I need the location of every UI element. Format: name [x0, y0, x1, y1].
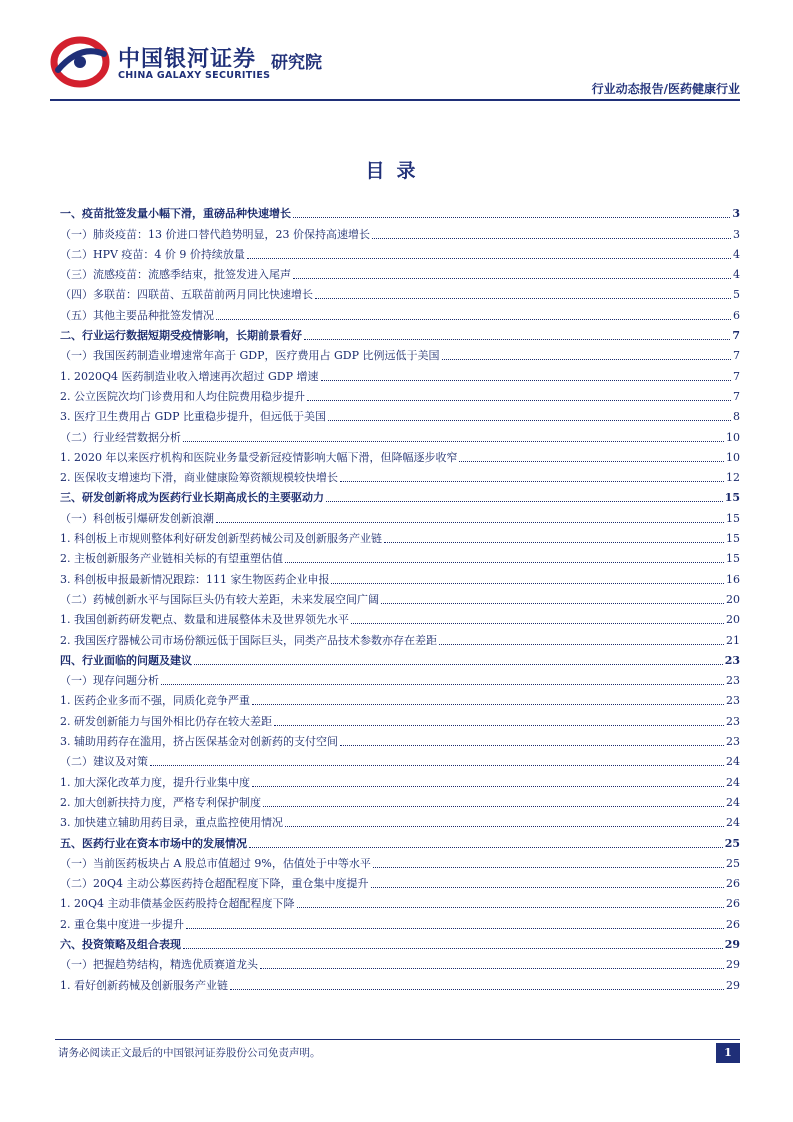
- toc-entry[interactable]: [60, 343, 740, 363]
- toc-entry-page: 24: [726, 775, 740, 789]
- toc-entry-page: 10: [726, 430, 740, 444]
- toc-entry-text: （二）建议及对策: [60, 755, 148, 769]
- toc-entry-page: 21: [726, 633, 740, 647]
- toc-leader-dots: [315, 298, 731, 299]
- toc-entry-text: 2. 公立医院次均门诊费用和人均住院费用稳步提升: [60, 389, 305, 403]
- toc-leader-dots: [442, 359, 731, 360]
- toc-entry-text: （五）其他主要品种批签发情况: [60, 308, 214, 322]
- toc-entry-text: 六、投资策略及组合表现: [60, 937, 181, 951]
- toc-entry-text: 1. 2020 年以来医疗机构和医院业务量受新冠疫情影响大幅下滑，但降幅逐步收窄: [60, 450, 458, 464]
- toc-entry-page: 26: [726, 897, 740, 911]
- toc-entry-page: 15: [724, 491, 740, 505]
- toc-entry-page: 4: [733, 247, 740, 261]
- toc-entry-page: 7: [733, 369, 740, 383]
- toc-entry-text: （一）科创板引爆研发创新浪潮: [60, 511, 214, 525]
- toc-leader-dots: [230, 989, 724, 990]
- footer-divider: [55, 1039, 740, 1040]
- footer-disclaimer: 请务必阅读正文最后的中国银河证券股份公司免责声明。: [58, 1047, 321, 1059]
- report-type: 行业动态报告/医药健康行业: [591, 82, 740, 96]
- toc-leader-dots: [297, 907, 724, 908]
- toc-leader-dots: [351, 623, 724, 624]
- toc-entry-text: 1. 加大深化改革力度，提升行业集中度: [60, 775, 250, 789]
- toc-entry-text: （二）20Q4 主动公募医药持仓超配程度下降，重仓集中度提升: [60, 877, 369, 891]
- toc-entry-text: 2. 主板创新服务产业链相关标的有望重塑估值: [60, 552, 283, 566]
- toc-leader-dots: [384, 542, 724, 543]
- toc-entry-text: （一）现存问题分析: [60, 674, 159, 688]
- toc-leader-dots: [293, 278, 731, 279]
- institute-label: 研究院: [271, 53, 322, 73]
- toc-entry-text: （三）流感疫苗：流感季结束，批签发进入尾声: [60, 268, 291, 282]
- toc-entry-page: 7: [733, 389, 740, 403]
- page-number: 1: [716, 1043, 740, 1063]
- toc-entry-page: 23: [726, 714, 740, 728]
- toc-entry-page: 8: [733, 410, 740, 424]
- toc-leader-dots: [331, 583, 724, 584]
- toc-leader-dots: [373, 867, 724, 868]
- toc-entry-text: 3. 加快建立辅助用药目录，重点监控使用情况: [60, 816, 283, 830]
- toc-entry[interactable]: [60, 648, 740, 668]
- toc-entry-page: 26: [726, 917, 740, 931]
- toc-leader-dots: [340, 745, 724, 746]
- toc-entry-page: 23: [726, 735, 740, 749]
- toc-entry[interactable]: [60, 242, 740, 262]
- toc-entry[interactable]: [60, 302, 740, 322]
- header-divider: [50, 99, 740, 101]
- toc-entry[interactable]: [60, 668, 740, 688]
- toc-entry-page: 25: [724, 836, 740, 850]
- toc-entry-text: 3. 医疗卫生费用占 GDP 比重稳步提升，但远低于美国: [60, 410, 326, 424]
- toc-entry-text: （一）肺炎疫苗：13 价进口替代趋势明显，23 价保持高速增长: [60, 227, 370, 241]
- toc-entry-page: 6: [733, 308, 740, 322]
- toc-entry[interactable]: [60, 221, 740, 241]
- toc-leader-dots: [340, 481, 724, 482]
- toc-entry[interactable]: [60, 546, 740, 566]
- toc-entry[interactable]: [60, 830, 740, 850]
- toc-leader-dots: [260, 968, 724, 969]
- toc-entry[interactable]: [60, 769, 740, 789]
- toc-entry[interactable]: [60, 891, 740, 911]
- toc-entry-page: 3: [732, 207, 740, 221]
- toc-title: 目录: [365, 160, 428, 182]
- toc-entry[interactable]: [60, 587, 740, 607]
- toc-entry-text: 四、行业面临的问题及建议: [60, 653, 192, 667]
- company-name-en: CHINA GALAXY SECURITIES: [118, 70, 271, 81]
- toc-entry-text: 三、研发创新将成为医药行业长期高成长的主要驱动力: [60, 491, 324, 505]
- toc-leader-dots: [285, 562, 724, 563]
- toc-entry-page: 20: [726, 613, 740, 627]
- toc-entry-text: 1. 看好创新药械及创新服务产业链: [60, 978, 228, 992]
- toc-leader-dots: [459, 461, 724, 462]
- toc-entry-page: 24: [726, 795, 740, 809]
- toc-entry-page: 23: [724, 653, 740, 667]
- toc-entry-text: 1. 20Q4 主动非债基金医药股持仓超配程度下降: [60, 897, 295, 911]
- toc-leader-dots: [293, 217, 730, 218]
- toc-entry[interactable]: [60, 851, 740, 871]
- toc-entry-text: 2. 医保收支增速均下滑，商业健康险筹资额规模较快增长: [60, 471, 338, 485]
- toc-entry[interactable]: [60, 526, 740, 546]
- toc-entry-page: 23: [726, 674, 740, 688]
- toc-leader-dots: [381, 603, 724, 604]
- toc-entry[interactable]: [60, 424, 740, 444]
- toc-entry-text: 3. 辅助用药存在滥用，挤占医保基金对创新药的支付空间: [60, 735, 338, 749]
- toc-leader-dots: [249, 847, 723, 848]
- toc-entry-text: （二）HPV 疫苗：4 价 9 价持续放量: [60, 247, 245, 261]
- toc-entry-page: 3: [733, 227, 740, 241]
- toc-entry-page: 15: [726, 511, 740, 525]
- toc-leader-dots: [285, 826, 724, 827]
- toc-entry-page: 29: [726, 958, 740, 972]
- toc-leader-dots: [252, 786, 724, 787]
- toc-entry-page: 10: [726, 450, 740, 464]
- toc-entry[interactable]: [60, 627, 740, 647]
- toc-entry-page: 16: [726, 572, 740, 586]
- toc-entry-page: 23: [726, 694, 740, 708]
- toc-leader-dots: [321, 380, 732, 381]
- toc-leader-dots: [326, 501, 723, 502]
- toc-entry[interactable]: [60, 566, 740, 586]
- toc-entry[interactable]: [60, 729, 740, 749]
- toc-entry[interactable]: [60, 262, 740, 282]
- toc-entry-page: 12: [726, 471, 740, 485]
- toc-entry[interactable]: [60, 810, 740, 830]
- toc-entry[interactable]: [60, 485, 740, 505]
- toc-entry-text: 2. 我国医疗器械公司市场份额远低于国际巨头，同类产品技术参数亦存在差距: [60, 633, 437, 647]
- toc-entry[interactable]: [60, 363, 740, 383]
- toc-leader-dots: [247, 258, 731, 259]
- toc-entry-page: 24: [726, 816, 740, 830]
- toc-entry[interactable]: [60, 323, 740, 343]
- toc-entry-page: 7: [733, 349, 740, 363]
- toc-entry[interactable]: [60, 790, 740, 810]
- toc-leader-dots: [372, 238, 731, 239]
- toc-entry-text: 1. 2020Q4 医药制造业收入增速再次超过 GDP 增速: [60, 369, 319, 383]
- toc-entry[interactable]: [60, 445, 740, 465]
- toc-entry[interactable]: [60, 688, 740, 708]
- toc-leader-dots: [274, 725, 724, 726]
- toc-entry-page: 4: [733, 268, 740, 282]
- toc-leader-dots: [307, 400, 731, 401]
- toc-leader-dots: [183, 948, 723, 949]
- table-of-contents: [60, 201, 740, 993]
- toc-leader-dots: [194, 664, 723, 665]
- toc-entry-text: （四）多联苗：四联苗、五联苗前两月同比快速增长: [60, 288, 313, 302]
- toc-entry[interactable]: [60, 972, 740, 992]
- toc-entry-page: 29: [724, 937, 740, 951]
- toc-entry[interactable]: [60, 952, 740, 972]
- toc-entry[interactable]: [60, 932, 740, 952]
- toc-entry-page: 15: [726, 532, 740, 546]
- toc-leader-dots: [216, 319, 731, 320]
- toc-entry-text: 2. 研发创新能力与国外相比仍存在较大差距: [60, 714, 272, 728]
- toc-leader-dots: [263, 806, 724, 807]
- toc-entry[interactable]: [60, 465, 740, 485]
- toc-leader-dots: [252, 704, 724, 705]
- toc-entry-text: 五、医药行业在资本市场中的发展情况: [60, 836, 247, 850]
- toc-entry-text: （一）当前医药板块占 A 股总市值超过 9%，估值处于中等水平: [60, 856, 371, 870]
- toc-entry-page: 7: [732, 329, 740, 343]
- toc-entry-page: 26: [726, 877, 740, 891]
- toc-entry-text: 2. 加大创新扶持力度，严格专利保护制度: [60, 795, 261, 809]
- toc-leader-dots: [328, 420, 731, 421]
- toc-leader-dots: [371, 887, 724, 888]
- toc-entry[interactable]: [60, 201, 740, 221]
- toc-entry-text: 二、行业运行数据短期受疫情影响，长期前景看好: [60, 329, 302, 343]
- toc-entry-text: （二）行业经营数据分析: [60, 430, 181, 444]
- toc-entry-text: 1. 医药企业多而不强，同质化竞争严重: [60, 694, 250, 708]
- toc-entry[interactable]: [60, 749, 740, 769]
- toc-entry[interactable]: [60, 607, 740, 627]
- toc-entry[interactable]: [60, 871, 740, 891]
- toc-leader-dots: [439, 644, 724, 645]
- toc-entry[interactable]: [60, 404, 740, 424]
- toc-leader-dots: [304, 339, 730, 340]
- toc-entry[interactable]: [60, 384, 740, 404]
- galaxy-logo-icon: [50, 36, 110, 88]
- toc-entry-text: 1. 科创板上市规则整体利好研发创新型药械公司及创新服务产业链: [60, 532, 382, 546]
- toc-entry[interactable]: [60, 505, 740, 525]
- toc-entry[interactable]: [60, 911, 740, 931]
- toc-entry-page: 15: [726, 552, 740, 566]
- toc-entry-page: 20: [726, 592, 740, 606]
- toc-entry-page: 25: [726, 856, 740, 870]
- toc-leader-dots: [150, 765, 724, 766]
- toc-entry-text: （一）我国医药制造业增速常年高于 GDP，医疗费用占 GDP 比例远低于美国: [60, 349, 440, 363]
- toc-entry-text: 3. 科创板申报最新情况跟踪：111 家生物医药企业申报: [60, 572, 330, 586]
- toc-entry-page: 5: [733, 288, 740, 302]
- report-header: [50, 36, 740, 96]
- toc-entry-text: 1. 我国创新药研发靶点、数量和进展整体未及世界领先水平: [60, 613, 349, 627]
- company-name-cn: 中国银河证券: [118, 47, 257, 72]
- toc-entry-text: 一、疫苗批签发量小幅下滑，重磅品种快速增长: [60, 207, 291, 221]
- toc-entry-page: 29: [726, 978, 740, 992]
- toc-leader-dots: [186, 928, 724, 929]
- toc-entry-page: 24: [726, 755, 740, 769]
- toc-entry-text: （一）把握趋势结构，精选优质赛道龙头: [60, 958, 258, 972]
- toc-entry-text: 2. 重仓集中度进一步提升: [60, 917, 184, 931]
- toc-entry-text: （二）药械创新水平与国际巨头仍有较大差距，未来发展空间广阔: [60, 592, 379, 606]
- toc-entry[interactable]: [60, 282, 740, 302]
- toc-leader-dots: [216, 522, 724, 523]
- toc-leader-dots: [161, 684, 724, 685]
- toc-leader-dots: [183, 441, 724, 442]
- toc-entry[interactable]: [60, 708, 740, 728]
